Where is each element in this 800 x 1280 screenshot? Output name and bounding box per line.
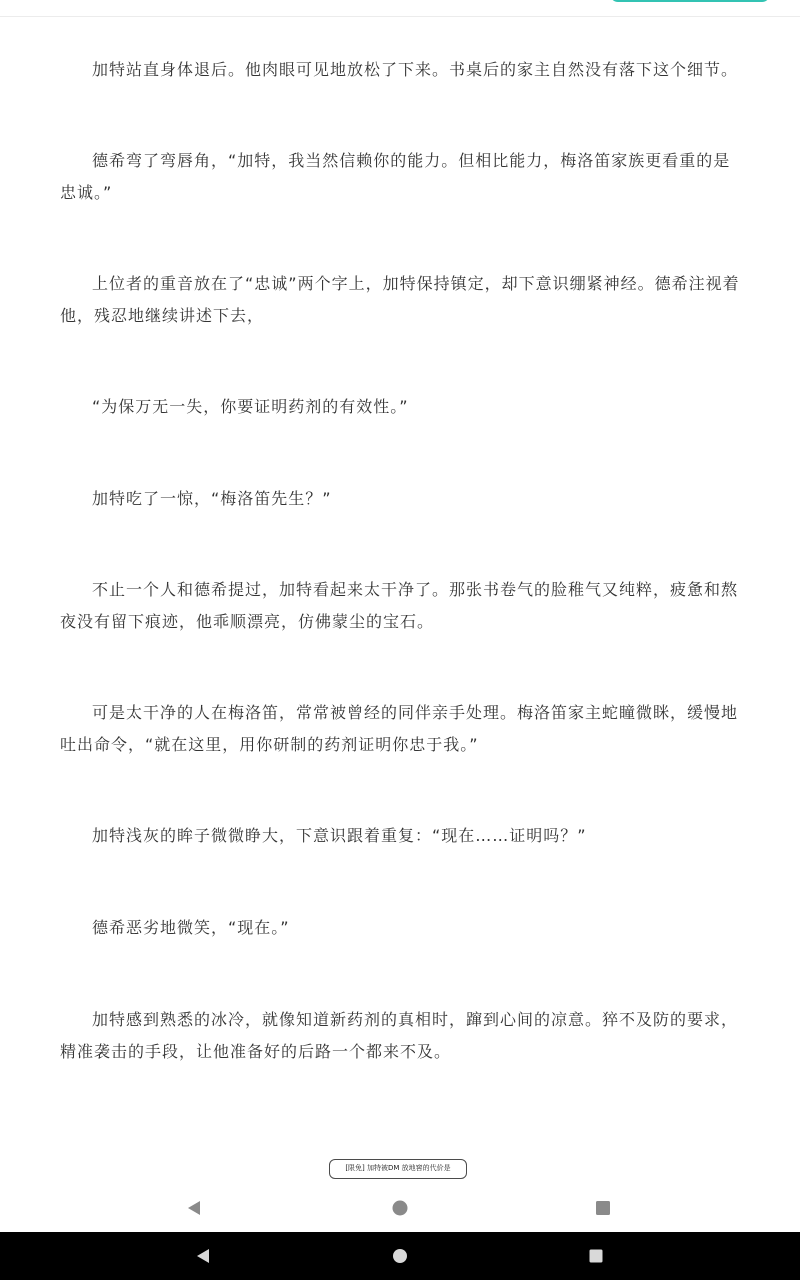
app-back-button[interactable] xyxy=(183,1197,205,1219)
system-home-button[interactable] xyxy=(388,1244,412,1268)
paragraph: 不止一个人和德希提过，加特看起来太干净了。那张书卷气的脸稚气又纯粹，疲惫和熬夜没有留下痕迹，他乖顺漂亮，仿佛蒙尘的宝石。 xyxy=(60,580,739,631)
paragraph-gap xyxy=(60,515,745,574)
home-circle-icon xyxy=(391,1247,409,1265)
system-back-button[interactable] xyxy=(191,1244,215,1268)
back-triangle-icon xyxy=(185,1199,203,1217)
paragraph: 加特感到熟悉的冰冷，就像知道新药剂的真相时，蹿到心间的凉意。猝不及防的要求，精准袭击的手段，让他准备好的后路一个都来不及。 xyxy=(60,1010,739,1061)
paragraph: 加特站直身体退后。他肉眼可见地放松了下来。书桌后的家主自然没有落下这个细节。 xyxy=(92,60,739,79)
top-action-pill[interactable] xyxy=(610,0,770,2)
chapter-text xyxy=(60,54,745,1068)
paragraph-gap xyxy=(60,423,745,483)
app-home-button[interactable] xyxy=(389,1197,411,1219)
paragraph-gap xyxy=(60,761,745,820)
top-bar xyxy=(0,0,800,17)
app-nav-bar xyxy=(0,1188,800,1228)
home-circle-icon xyxy=(391,1199,409,1217)
paragraph: 加特吃了一惊，“梅洛笛先生？” xyxy=(92,489,332,508)
paragraph-gap xyxy=(60,944,745,1004)
back-triangle-icon xyxy=(194,1247,212,1265)
system-nav-bar xyxy=(0,1232,800,1280)
chapter-caption-pill[interactable]: [限免] 加特被DM 放地窖的代价是 xyxy=(329,1159,467,1179)
paragraph: 德希恶劣地微笑，“现在。” xyxy=(92,918,290,937)
paragraph: 上位者的重音放在了“忠诚”两个字上，加特保持镇定，却下意识绷紧神经。德希注视着他，残忍地继续讲述下去， xyxy=(60,274,740,325)
system-recents-button[interactable] xyxy=(584,1244,608,1268)
paragraph: 德希弯了弯唇角，“加特，我当然信赖你的能力。但相比能力，梅洛笛家族更看重的是忠诚。” xyxy=(60,151,731,202)
paragraph: “为保万无一失，你要证明药剂的有效性。” xyxy=(92,397,409,416)
paragraph-gap xyxy=(60,332,745,391)
paragraph-gap xyxy=(60,86,745,145)
paragraph-gap xyxy=(60,852,745,912)
app-recents-button[interactable] xyxy=(592,1197,614,1219)
paragraph: 可是太干净的人在梅洛笛，常常被曾经的同伴亲手处理。梅洛笛家主蛇瞳微眯，缓慢地吐出命令，“就在这里，用你研制的药剂证明你忠于我。” xyxy=(60,703,739,754)
paragraph-gap xyxy=(60,209,745,268)
recents-square-icon xyxy=(594,1199,612,1217)
recents-square-icon xyxy=(587,1247,605,1265)
paragraph: 加特浅灰的眸子微微睁大，下意识跟着重复：“现在……证明吗？” xyxy=(92,826,587,845)
paragraph-gap xyxy=(60,638,745,697)
